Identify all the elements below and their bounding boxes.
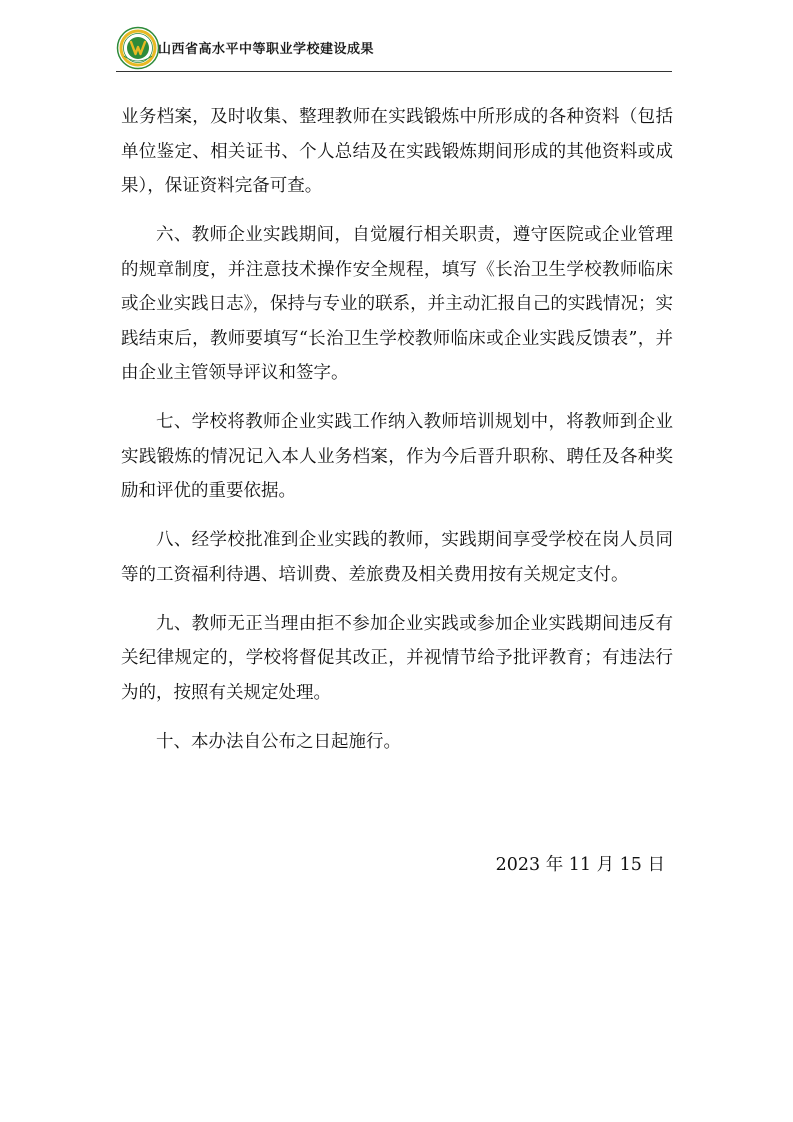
school-emblem-icon	[116, 26, 160, 70]
header-title: 山西省高水平中等职业学校建设成果	[158, 42, 375, 57]
header-divider	[116, 71, 672, 72]
paragraph-item-6: 六、教师企业实践期间，自觉履行相关职责，遵守医院或企业管理的规章制度，并注意技术操作安全规程，填写《长治卫生学校教师临床或企业实践日志》，保持与专业的联系，并主动汇报自己的实践情况；实践结束后，教师要填写“长治卫生学校教师临床或企业实践反馈表”，并由企业主管领导评议和签字。	[121, 225, 673, 383]
paragraph-continuation: 业务档案，及时收集、整理教师在实践锻炼中所形成的各种资料（包括单位鉴定、相关证书、个人总结及在实践锻炼期间形成的其他资料或成果），保证资料完备可查。	[121, 107, 673, 196]
paragraph-item-9: 九、教师无正当理由拒不参加企业实践或参加企业实践期间违反有关纪律规定的，学校将督促其改正，并视情节给予批评教育；有违法行为的，按照有关规定处理。	[121, 613, 673, 703]
paragraph-item-10: 十、本办法自公布之日起施行。	[156, 731, 401, 752]
page-header	[116, 26, 672, 72]
paragraph-item-8: 八、经学校批准到企业实践的教师，实践期间享受学校在岗人员同等的工资福利待遇、培训费、差旅费及相关费用按有关规定支付。	[121, 530, 673, 585]
paragraph-item-7: 七、学校将教师企业实践工作纳入教师培训规划中，将教师到企业实践锻炼的情况记入本人业务档案，作为今后晋升职称、聘任及各种奖励和评优的重要依据。	[121, 412, 673, 501]
document-body	[121, 100, 673, 774]
document-date: 2023 年 11 月 15 日	[495, 855, 665, 875]
